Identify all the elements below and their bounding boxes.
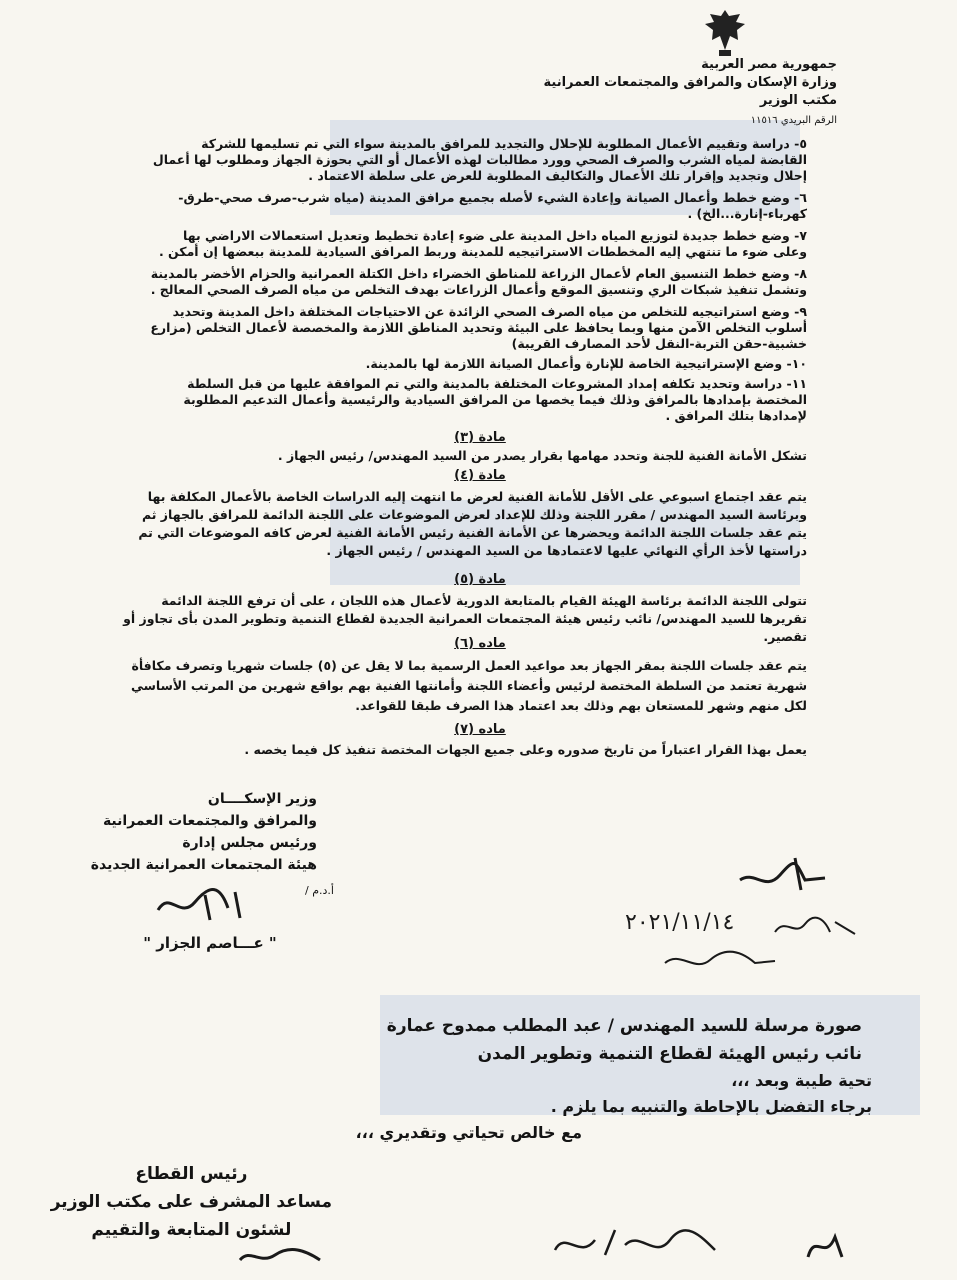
ministry-header [517, 56, 837, 130]
list-item: ٧- وضع خطط جديدة لتوزيع المياه داخل المدينة على ضوء إعادة تخطيط وتعديل استعمالات الاراضي بها وعلى ضوء ما تنتهي إليه المخططات الاستراتيجيه للمدينة وربط المرافق السيادية للمدينة ببعضها إن أمكن . [158, 228, 807, 259]
handwritten-date: ٢٠٢١/١١/١٤ [625, 910, 735, 935]
greeting-line: برجاء التفضل بالإحاطة والتنبيه بما يلزم . [550, 1097, 872, 1116]
header-ministry: وزارة الإسكان والمرافق والمجتمعات العمرانية [543, 75, 837, 90]
header-office: مكتب الوزير [759, 93, 837, 108]
minister-signature-block [57, 788, 317, 876]
article-text: يعمل بهذا القرار اعتباراً من تاريخ صدوره وعلى جميع الجهات المختصة تنفيذ كل فيما يخصه . [244, 742, 807, 757]
greeting-closing: مع خالص تحياتي وتقديري ،،، [355, 1123, 582, 1142]
article-text: تتولى اللجنة الدائمة برئاسة الهيئة القيام بالمتابعة الدورية لأعمال هذه اللجان ، على أن ترفع اللجنة الدائمة تقريرها للسيد المهندس/ نائب رئيس هيئة المجتمعات العمرانية الجديدة لقطاع التنمية وتطوير المدن بأى تجاوز أو تقصير. [123, 593, 807, 644]
minister-title-abbr: أ.د.م / [305, 884, 334, 897]
minister-line: والمرافق والمجتمعات العمرانية [102, 813, 317, 829]
bottom-handwriting-icon [545, 1220, 725, 1270]
list-item: ٥- دراسة وتقييم الأعمال المطلوبة للإحلال والتجديد للمرافق بالمدينة سواء التي تم تسليمها للشركة القابضة لمياه الشرب والصرف الصحي وورد مطالبات لهذه الأعمال أو التي بحوزة الجهاز ومطلوب لها أعمال إحلال وتجديد وإقرار تلك الأعمال والتكاليف المطلوبة للعرض على سلطة الاعتماد . [152, 136, 807, 183]
list-item: ٩- وضع استراتيجيه للتخلص من مياه الصرف الصحي الزائدة عن الاحتياجات المختلفة داخل المدينة وتحديد أسلوب التخلص الآمن منها وبما يحافظ على البيئة وتحديد المناطق اللازمة والمخصصة لأعمال التخلص (مزارع خشبية-حقن التربة-النقل لأحد المصارف القريبة) [150, 304, 807, 351]
article-title: مادة (٥) [454, 572, 506, 587]
sector-head-block [51, 1160, 332, 1244]
sector-head-line: لشئون المتابعة والتقييم [91, 1220, 292, 1240]
article-title: مادة (٣) [454, 430, 506, 445]
initials-signature-icon [735, 850, 835, 900]
greeting-block [551, 1068, 872, 1120]
handwritten-note-icon [770, 912, 860, 940]
list-item: ٨- وضع خطط التنسيق العام لأعمال الزراعة للمناطق الخضراء داخل الكتلة العمرانية والحزام الأخضر بالمدينة وتشمل تنفيذ شبكات الري وتنسيق الموقع وأعمال الزراعات بهدف التخلص من مياه الصرف الصحي المعالج . [150, 266, 807, 297]
minister-line: هيئة المجتمعات العمرانية الجديدة [90, 857, 317, 873]
sector-head-line: مساعد المشرف على مكتب الوزير [50, 1192, 332, 1212]
sector-head-signature-icon [235, 1240, 325, 1270]
list-item: ٦- وضع خطط وأعمال الصيانة وإعادة الشيء لأصله بجميع مرافق المدينة (مياه شرب-صرف صحي-طرق-كهرباء-إنارة...الخ) . [178, 190, 807, 221]
article-title: ماده (٦) [454, 636, 506, 651]
article-title: ماده (٧) [454, 722, 506, 737]
header-postal-code: الرقم البريدي ١١٥١٦ [750, 115, 837, 126]
sector-head-line: رئيس القطاع [135, 1164, 248, 1184]
copy-recipient [387, 1012, 862, 1068]
greeting-line: تحية طيبة وبعد ،،، [731, 1071, 872, 1090]
article-text: تشكل الأمانة الفنية للجنة وتحدد مهامها بقرار يصدر من السيد المهندس/ رئيس الجهاز . [277, 448, 807, 463]
minister-signature-icon [150, 880, 260, 930]
list-item: ١١- دراسة وتحديد تكلفه إمداد المشروعات المختلفة بالمدينة والتي تم الموافقة عليها من قبل السلطة المختصة بإمدادها بالمرافق وذلك فيما يخصها من المرافق السيادية والرئيسية وأعمال التدعيم المطلوبة لإمدادها بتلك المرافق . [183, 376, 807, 423]
copy-line: نائب رئيس الهيئة لقطاع التنمية وتطوير المدن [477, 1044, 862, 1064]
list-item: ١٠- وضع الإستراتيجية الخاصة للإنارة وأعمال الصيانة اللازمة لها بالمدينة. [365, 356, 807, 371]
article-title: مادة (٤) [454, 468, 506, 483]
minister-line: ورئيس مجلس إدارة [182, 835, 317, 851]
minister-name: " عـــاصم الجزار " [143, 934, 277, 952]
header-country: جمهورية مصر العربية [701, 57, 837, 72]
handwritten-initials-icon [660, 945, 780, 975]
article-text: يتم عقد جلسات اللجنة بمقر الجهاز بعد مواعيد العمل الرسمية بما لا يقل عن (٥) جلسات شهريا وتصرف مكافأة شهرية تعتمد من السلطة المختصة لرئيس وأعضاء اللجنة وأمانتها الفنية بهم بواقع شهرين من المرتب الأساسي لكل منهم وشهر للمستعان بهم وذلك بعد اعتماد هذا الصرف طبقا للقواعد. [130, 658, 807, 713]
bottom-initial-icon [800, 1222, 850, 1267]
eagle-crest-icon [700, 6, 750, 58]
copy-line: صورة مرسلة للسيد المهندس / عبد المطلب ممدوح عمارة [386, 1016, 862, 1036]
minister-line: وزير الإسكــــان [207, 791, 317, 807]
article-text: يتم عقد اجتماع اسبوعي على الأقل للأمانة الفنية لعرض ما انتهت إليه الدراسات الخاصة بالأعمال المكلفة بها وبرئاسة السيد المهندس / مقرر اللجنة وذلك للإعداد لعرض الموضوعات على اللجنة الدائمة للمرافق بالجهاز ثم يتم عقد جلسات اللجنة الدائمة ويحضرها عن الأمانة الفنية رئيس الأمانة الفنية لعرض كافه الموضوعات التي تم دراستها لأخذ الرأي النهائي عليها لاعتمادها من السيد المهندس / رئيس الجهاز . [138, 489, 807, 558]
